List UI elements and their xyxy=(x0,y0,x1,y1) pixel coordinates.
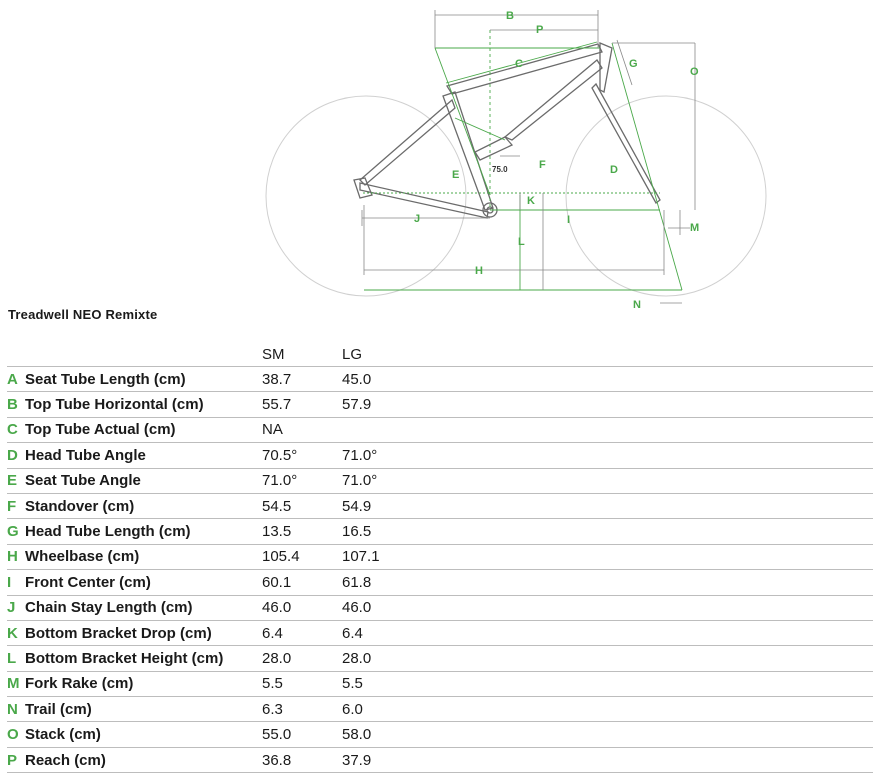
cell-label: Chain Stay Length (cm) xyxy=(25,595,262,620)
geometry-table xyxy=(7,342,873,773)
table-row xyxy=(7,544,873,569)
cell-sm: NA xyxy=(262,417,342,442)
cell-letter: O xyxy=(7,722,25,747)
cell-label: Bottom Bracket Drop (cm) xyxy=(25,620,262,645)
table-row xyxy=(7,417,873,442)
cell-lg: 54.9 xyxy=(342,493,873,518)
table-header-row xyxy=(7,342,873,367)
cell-lg: 71.0° xyxy=(342,443,873,468)
cell-label: Wheelbase (cm) xyxy=(25,544,262,569)
cell-sm: 55.0 xyxy=(262,722,342,747)
cell-sm: 13.5 xyxy=(262,519,342,544)
table-row xyxy=(7,646,873,671)
label-c: C xyxy=(515,58,523,70)
cell-letter: D xyxy=(7,443,25,468)
table-row xyxy=(7,493,873,518)
cell-letter: B xyxy=(7,392,25,417)
cell-sm: 55.7 xyxy=(262,392,342,417)
cell-lg: 6.4 xyxy=(342,620,873,645)
cell-letter: K xyxy=(7,620,25,645)
cell-letter: G xyxy=(7,519,25,544)
cell-letter: E xyxy=(7,468,25,493)
cell-lg: 6.0 xyxy=(342,697,873,722)
model-title: Treadwell NEO Remixte xyxy=(8,307,158,322)
cell-sm: 70.5° xyxy=(262,443,342,468)
label-b: B xyxy=(506,10,514,22)
label-p: P xyxy=(536,24,544,36)
cell-label: Reach (cm) xyxy=(25,747,262,772)
table-row xyxy=(7,747,873,772)
cell-label: Top Tube Horizontal (cm) xyxy=(25,392,262,417)
cell-label: Stack (cm) xyxy=(25,722,262,747)
measurement-lines xyxy=(362,10,695,303)
cell-letter: L xyxy=(7,646,25,671)
label-g: G xyxy=(629,58,638,70)
cell-label: Top Tube Actual (cm) xyxy=(25,417,262,442)
cell-label: Head Tube Length (cm) xyxy=(25,519,262,544)
cell-lg: 28.0 xyxy=(342,646,873,671)
cell-sm: 6.4 xyxy=(262,620,342,645)
cell-letter: N xyxy=(7,697,25,722)
table-row xyxy=(7,443,873,468)
label-o: O xyxy=(690,66,699,78)
cell-label: Trail (cm) xyxy=(25,697,262,722)
cell-letter: J xyxy=(7,595,25,620)
table-row xyxy=(7,595,873,620)
cell-sm: 36.8 xyxy=(262,747,342,772)
cell-letter: C xyxy=(7,417,25,442)
cell-lg: 46.0 xyxy=(342,595,873,620)
cell-sm: 5.5 xyxy=(262,671,342,696)
label-e: E xyxy=(452,169,460,181)
geometry-table-body xyxy=(7,367,873,773)
cell-lg: 71.0° xyxy=(342,468,873,493)
cell-sm: 38.7 xyxy=(262,367,342,392)
label-l: L xyxy=(518,236,525,248)
column-header-sm: SM xyxy=(262,342,342,367)
table-row xyxy=(7,671,873,696)
table-row xyxy=(7,468,873,493)
label-n: N xyxy=(633,299,641,311)
table-row xyxy=(7,620,873,645)
seat-angle-value: 75.0 xyxy=(492,165,508,174)
cell-letter: M xyxy=(7,671,25,696)
label-j: J xyxy=(414,213,421,225)
bike-frame xyxy=(354,43,660,218)
cell-lg xyxy=(342,417,873,442)
cell-label: Seat Tube Length (cm) xyxy=(25,367,262,392)
table-row xyxy=(7,570,873,595)
cell-sm: 71.0° xyxy=(262,468,342,493)
cell-label: Bottom Bracket Height (cm) xyxy=(25,646,262,671)
cell-letter: F xyxy=(7,493,25,518)
cell-lg: 16.5 xyxy=(342,519,873,544)
cell-lg: 37.9 xyxy=(342,747,873,772)
cell-lg: 58.0 xyxy=(342,722,873,747)
front-wheel xyxy=(566,96,766,296)
cell-letter: P xyxy=(7,747,25,772)
table-row xyxy=(7,519,873,544)
cell-sm: 54.5 xyxy=(262,493,342,518)
table-row xyxy=(7,392,873,417)
table-row xyxy=(7,722,873,747)
cell-label: Standover (cm) xyxy=(25,493,262,518)
label-i: I xyxy=(567,214,571,226)
cell-lg: 107.1 xyxy=(342,544,873,569)
table-row xyxy=(7,367,873,392)
label-h: H xyxy=(475,265,483,277)
label-d: D xyxy=(610,164,618,176)
cell-sm: 60.1 xyxy=(262,570,342,595)
cell-letter: A xyxy=(7,367,25,392)
table-row xyxy=(7,697,873,722)
cell-letter: I xyxy=(7,570,25,595)
label-k: K xyxy=(527,195,535,207)
cell-lg: 57.9 xyxy=(342,392,873,417)
cell-label: Seat Tube Angle xyxy=(25,468,262,493)
label-f: F xyxy=(539,159,546,171)
column-header-lg: LG xyxy=(342,342,873,367)
cell-sm: 46.0 xyxy=(262,595,342,620)
cell-letter: H xyxy=(7,544,25,569)
cell-lg: 5.5 xyxy=(342,671,873,696)
cell-label: Front Center (cm) xyxy=(25,570,262,595)
cell-lg: 45.0 xyxy=(342,367,873,392)
cell-label: Fork Rake (cm) xyxy=(25,671,262,696)
cell-sm: 6.3 xyxy=(262,697,342,722)
label-m: M xyxy=(690,222,700,234)
cell-lg: 61.8 xyxy=(342,570,873,595)
cell-label: Head Tube Angle xyxy=(25,443,262,468)
cell-sm: 28.0 xyxy=(262,646,342,671)
bike-geometry-diagram xyxy=(0,0,875,311)
cell-sm: 105.4 xyxy=(262,544,342,569)
